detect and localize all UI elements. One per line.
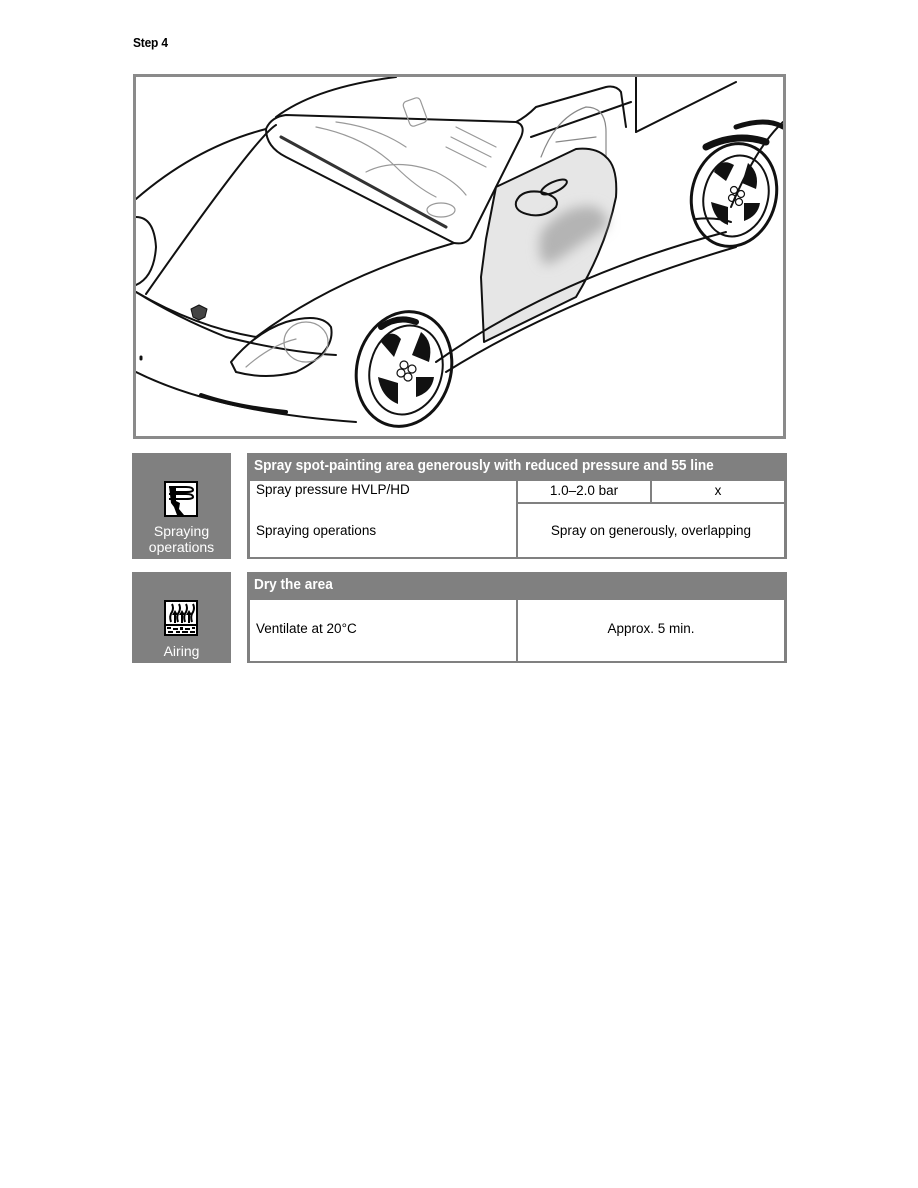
spraying-operations-label: Spraying operations [256, 523, 377, 538]
ventilate-label: Ventilate at 20°C [250, 600, 516, 661]
airing-heat-icon [164, 600, 198, 636]
airing-instructions-table [247, 572, 787, 663]
tile-label: Airing [163, 643, 200, 659]
spray-pressure-mark: x [652, 481, 784, 502]
step-title: Step 4 [133, 35, 168, 50]
spray-instructions-table [247, 453, 787, 559]
spraying-operations-tile [132, 453, 231, 559]
airing-tile [132, 572, 231, 663]
table-header: Dry the area [254, 577, 333, 593]
spray-pressure-label: Spray pressure HVLP/HD [256, 482, 410, 497]
spray-pressure-value: 1.0–2.0 bar [518, 481, 650, 502]
ventilate-duration-value: Approx. 5 min. [518, 600, 784, 661]
table-header: Spray spot-painting area generously with reduced pressure and 55 line [254, 458, 714, 474]
label-cell [250, 481, 516, 557]
car-illustration [133, 74, 786, 439]
tile-label: Spraying operations [148, 523, 215, 555]
spray-gun-icon [164, 481, 198, 517]
spraying-operations-value: Spray on generously, overlapping [518, 504, 784, 557]
